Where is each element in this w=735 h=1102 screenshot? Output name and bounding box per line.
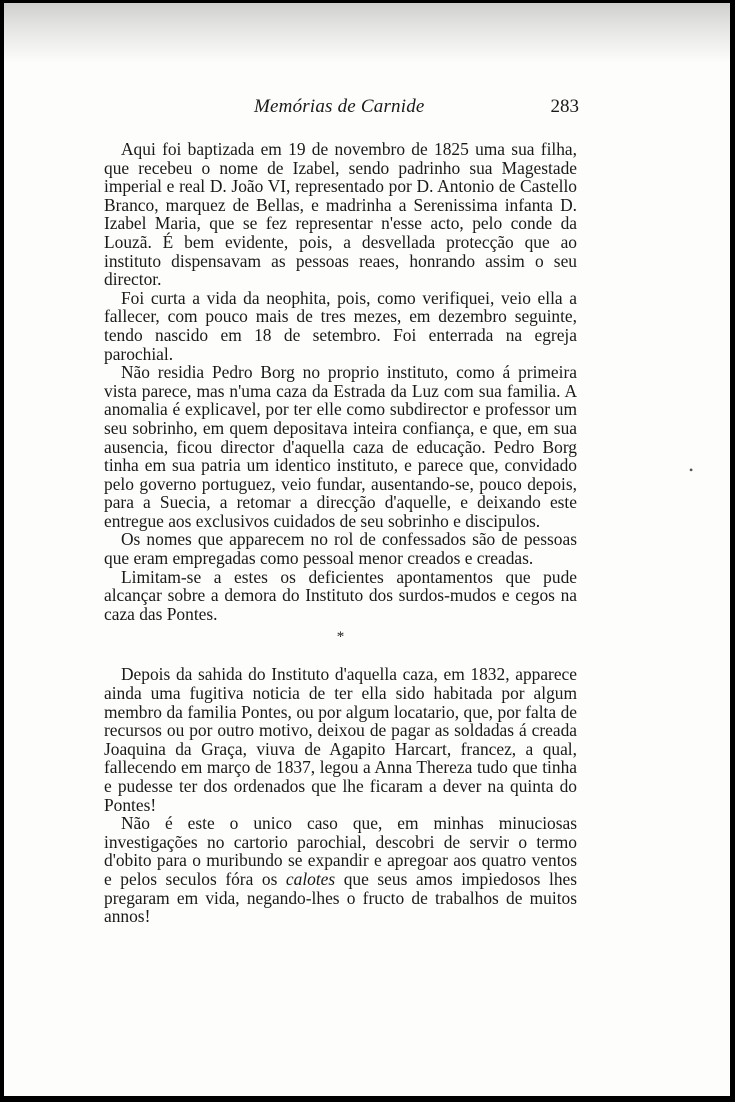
page-header (104, 96, 579, 120)
body-text (104, 140, 577, 926)
section-separator: * (336, 629, 345, 646)
scan-shadow (4, 3, 730, 63)
scan-speck: • (689, 463, 694, 477)
paragraph-text: que seus amos impiedosos lhes pregaram em vida, negando-lhes o fructo de trabalhos de muitos annos! (104, 868, 577, 927)
paragraph: Aqui foi baptizada em 19 de novembro de 1825 uma sua filha, que recebeu o nome de Izabel, sendo padrinho sua Magestade imperial e real D. João VI, representado por D. Antonio de Castello Branco, marquez de Bellas, e madrinha a Serenissima infanta D. Izabel Maria, que se fez representar n'esse acto, pelo conde da Louzã. É bem evidente, pois, a desvellada protecção que ao instituto dispensavam as pessoas reaes, honrando assim o seu director. (104, 139, 577, 290)
page-number: 283 (550, 96, 579, 117)
paragraph: Os nomes que apparecem no rol de confessados são de pessoas que eram empregadas como pessoal menor creados e creadas. (104, 529, 577, 569)
paragraph-text: Não é este o unico caso que, em minhas minuciosas investigações no cartorio parochial, descobri de servir o termo d'obito para o muribundo se expandir e apregoar aos quatro ventos e pelos seculos fóra os (104, 813, 577, 889)
paragraph: Não residia Pedro Borg no proprio instituto, como á primeira vista parece, mas n'uma caza da Estrada da Luz com sua familia. A anomalia é explicavel, por ter elle como subdirector e professor um seu sobrinho, em quem depositava inteira confiança, e que, em sua ausencia, ficou director d'aquella caza de educação. Pedro Borg tinha em sua patria um identico instituto, e parece que, convidado pelo governo portuguez, veio fundar, ausentando-se, pouco depois, para a Suecia, a retomar a direcção d'aquelle, e deixando este entregue aos exclusivos cuidados de seu sobrinho e discipulos. (104, 362, 577, 531)
paragraph: Depois da sahida do Instituto d'aquella caza, em 1832, apparece ainda uma fugitiva noticia de ter ella sido habitada por algum membro da familia Pontes, ou por algum locatario, que, por falta de recursos ou por outro motivo, deixou de pagar as soldadas á creada Joaquina da Graça, viuva de Agapito Harcart, francez, a qual, fallecendo em março de 1837, legou a Anna Thereza tudo que tinha e pudesse ter dos ordenados que lhe ficaram a dever na quinta do Pontes! (104, 664, 577, 815)
italic-word: calotes (285, 868, 336, 889)
running-title: Memórias de Carnide (254, 96, 425, 117)
paragraph: Foi curta a vida da neophita, pois, como verifiquei, veio ella a fallecer, com pouco mais de tres mezes, em dezembro seguinte, tendo nascido em 18 de setembro. Foi enterrada na egreja parochial. (104, 287, 577, 364)
paragraph-last (104, 814, 577, 926)
paragraph: Limitam-se a estes os deficientes apontamentos que pude alcançar sobre a demora do Instituto dos surdos-mudos e cegos na caza das Pontes. (104, 566, 577, 624)
